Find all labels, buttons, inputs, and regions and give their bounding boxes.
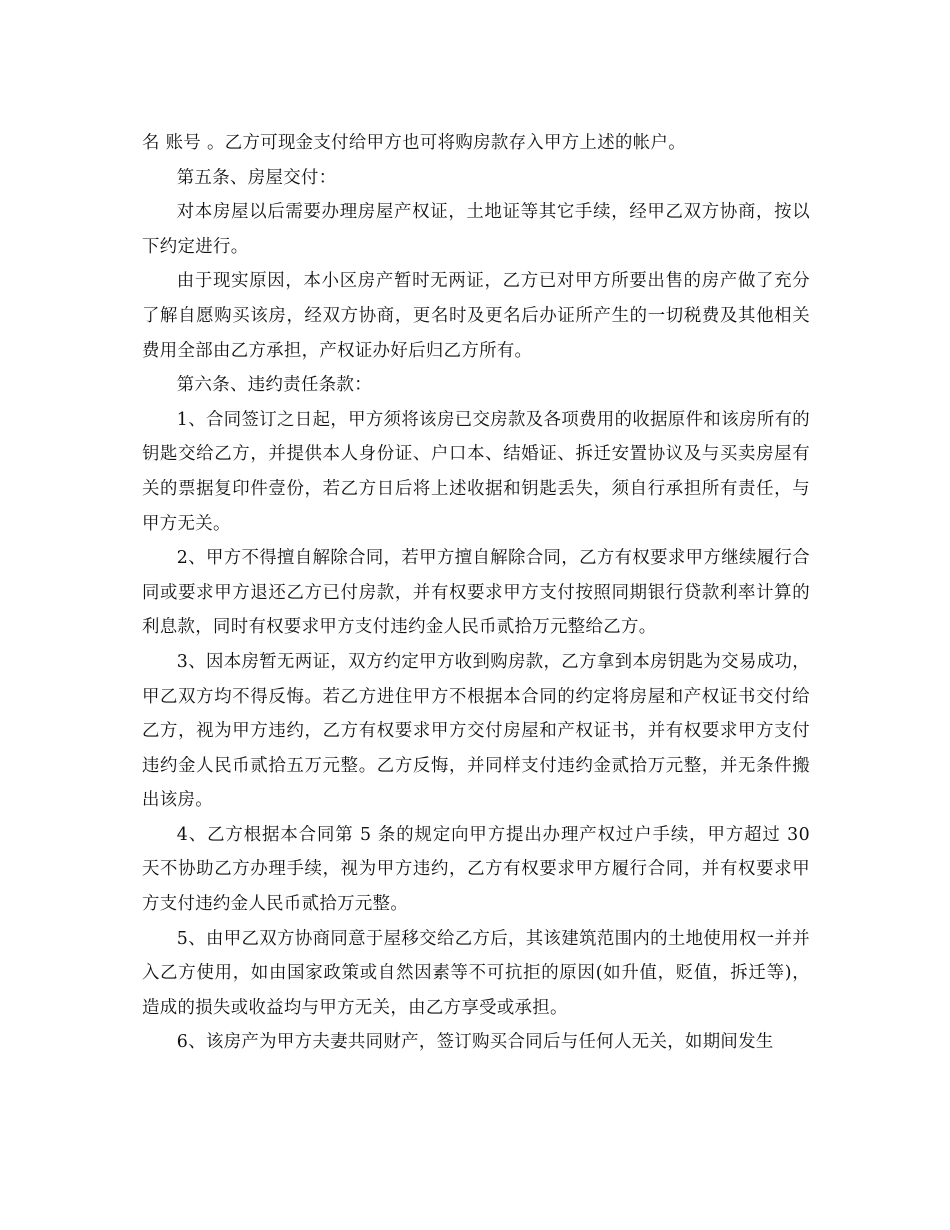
paragraph-account-payment: 名 账号 。乙方可现金支付给甲方也可将购房款存入甲方上述的帐户。: [142, 133, 686, 153]
paragraph-certificate-procedures: 对本房屋以后需要办理房屋产权证，土地证等其它手续，经甲乙双方协商，按以下约定进行。: [142, 202, 810, 257]
clause-6-paragraph: 6、该房产为甲方夫妻共同财产，签订购买合同后与任何人无关，如期间发生: [176, 1032, 774, 1053]
paragraph-fees-responsibility: 由于现实原因，本小区房产暂时无两证，乙方已对甲方所要出售的房产做了充分了解自愿购买该房，经双方协商，更名时及更名后办证所产生的一切税费及其他相关费用全部由乙方承担，产权证办好后归乙方所有。: [142, 271, 810, 361]
article-6-heading: 第六条、违约责任条款：: [176, 375, 372, 396]
clause-2-paragraph: 2、甲方不得擅自解除合同，若甲方擅自解除合同，乙方有权要求甲方继续履行合同或要求甲方退还乙方已付房款，并有权要求甲方支付按照同期银行贷款利率计算的利息款，同时有权要求甲方支付违约金人民币贰拾万元整给乙方。: [142, 548, 810, 638]
article-5-heading: 第五条、房屋交付：: [176, 167, 337, 188]
clause-5-paragraph: 5、由甲乙双方协商同意于屋移交给乙方后，其该建筑范围内的土地使用权一并并入乙方使用，如由国家政策或自然因素等不可抗拒的原因(如升值，贬值，拆迁等)，造成的损失或收益均与甲方无关，由乙方享受或承担。: [142, 928, 810, 1018]
clause-1-paragraph: 1、合同签订之日起，甲方须将该房已交房款及各项费用的收据原件和该房所有的钥匙交给乙方，并提供本人身份证、户口本、结婚证、拆迁安置协议及与买卖房屋有关的票据复印件壹份，若乙方日后将上述收据和钥匙丢失，须自行承担所有责任，与甲方无关。: [142, 409, 810, 534]
clause-3-paragraph: 3、因本房暂无两证，双方约定甲方收到购房款，乙方拿到本房钥匙为交易成功，甲乙双方均不得反悔。若乙方进住甲方不根据本合同的约定将房屋和产权证书交付给乙方，视为甲方违约，乙方有权要求甲方交付房屋和产权证书，并有权要求甲方支付违约金人民币贰拾五万元整。乙方反悔，并同样支付违约金贰拾万元整，并无条件搬出该房。: [142, 651, 810, 811]
document-body: [142, 126, 816, 1060]
clause-4-paragraph: 4、乙方根据本合同第 5 条的规定向甲方提出办理产权过户手续，甲方超过 30 天不协助乙方办理手续，视为甲方违约，乙方有权要求甲方履行合同，并有权要求甲方支付违约金人民币贰拾万元整。: [142, 824, 816, 915]
